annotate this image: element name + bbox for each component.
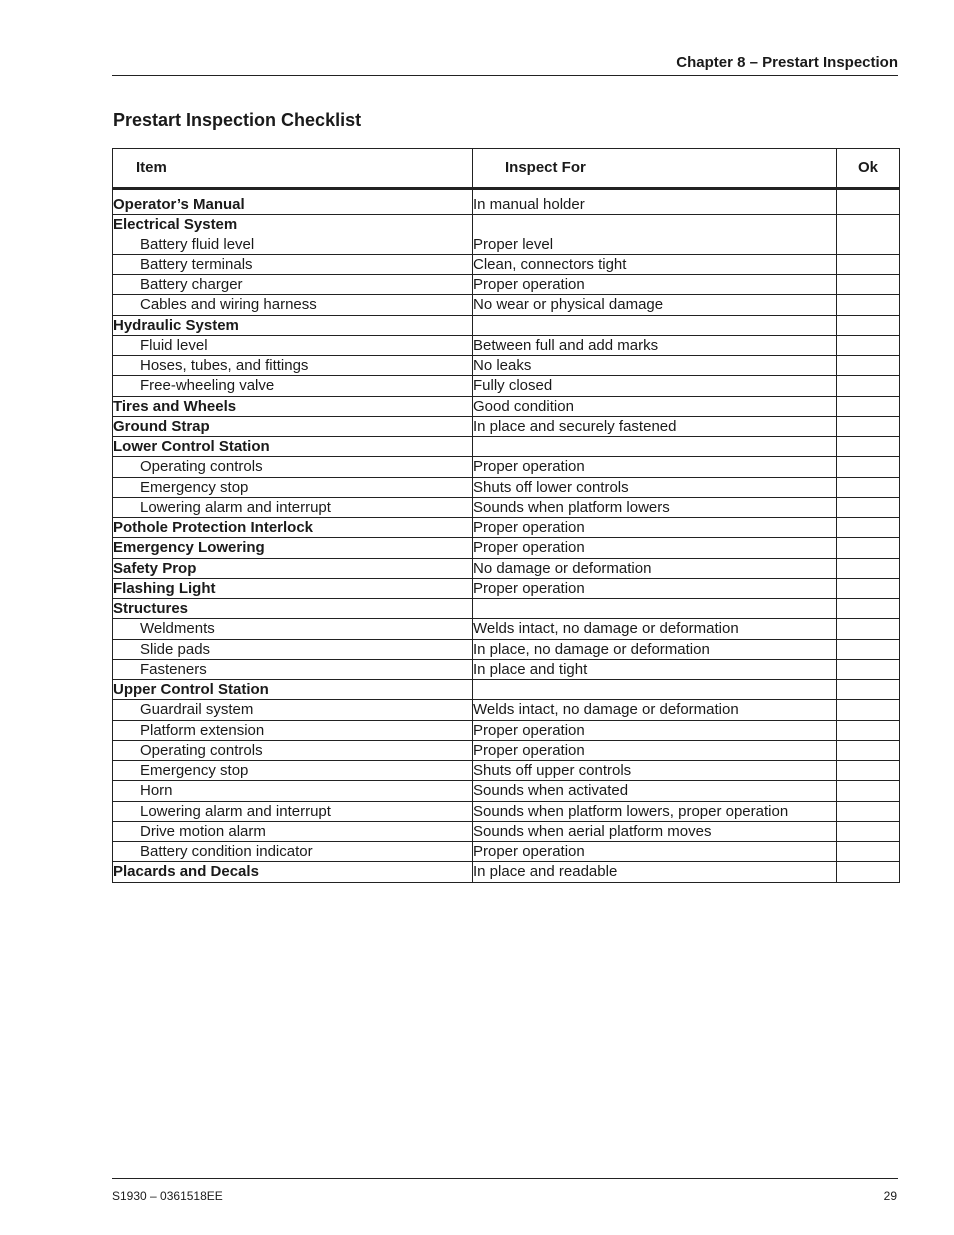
item-cell: Safety Prop [113,558,473,578]
ok-checkbox-cell[interactable] [837,680,900,700]
item-cell: Flashing Light [113,578,473,598]
inspect-cell: Clean, connectors tight [473,254,837,274]
inspect-cell: In place and readable [473,862,837,882]
footer-divider [112,1178,898,1179]
inspect-cell: Proper operation [473,842,837,862]
table-row [113,477,900,497]
ok-checkbox-cell[interactable] [837,700,900,720]
ok-checkbox-cell[interactable] [837,578,900,598]
item-cell: Lower Control Station [113,437,473,457]
ok-checkbox-cell[interactable] [837,740,900,760]
table-row [113,376,900,396]
item-cell: Hydraulic System [113,315,473,335]
item-cell: Emergency Lowering [113,538,473,558]
inspect-cell: Sounds when platform lowers [473,497,837,517]
table-row [113,295,900,315]
item-cell: Operating controls [113,457,473,477]
table-row [113,437,900,457]
header-divider [112,75,898,76]
inspect-cell: Sounds when platform lowers, proper operation [473,801,837,821]
inspect-cell: No leaks [473,356,837,376]
table-row [113,518,900,538]
table-row [113,862,900,882]
table-row [113,416,900,436]
table-row [113,235,900,255]
item-cell: Electrical System [113,215,473,235]
table-row [113,195,900,215]
inspect-cell: Sounds when activated [473,781,837,801]
ok-checkbox-cell[interactable] [837,437,900,457]
column-header-inspect-for: Inspect For [473,149,837,189]
table-row [113,396,900,416]
item-cell: Pothole Protection Interlock [113,518,473,538]
inspect-cell [473,215,837,235]
table-row [113,700,900,720]
table-row [113,619,900,639]
inspect-cell: Proper operation [473,578,837,598]
inspect-cell: Proper level [473,235,837,255]
ok-checkbox-cell[interactable] [837,720,900,740]
table-row [113,558,900,578]
item-cell: Lowering alarm and interrupt [113,801,473,821]
table-row [113,680,900,700]
ok-checkbox-cell[interactable] [837,538,900,558]
ok-checkbox-cell[interactable] [837,275,900,295]
inspect-cell: Sounds when aerial platform moves [473,821,837,841]
inspect-cell: Proper operation [473,518,837,538]
ok-checkbox-cell[interactable] [837,619,900,639]
ok-checkbox-cell[interactable] [837,315,900,335]
table-row [113,639,900,659]
item-cell: Battery terminals [113,254,473,274]
table-row [113,275,900,295]
inspect-cell: Proper operation [473,275,837,295]
item-cell: Cables and wiring harness [113,295,473,315]
inspect-cell: In manual holder [473,195,837,215]
inspect-cell: In place, no damage or deformation [473,639,837,659]
ok-checkbox-cell[interactable] [837,842,900,862]
item-cell: Fluid level [113,335,473,355]
inspect-cell: Good condition [473,396,837,416]
item-cell: Battery fluid level [113,235,473,255]
ok-checkbox-cell[interactable] [837,599,900,619]
table-row [113,315,900,335]
item-cell: Platform extension [113,720,473,740]
inspect-cell [473,680,837,700]
inspect-cell: Welds intact, no damage or deformation [473,619,837,639]
ok-checkbox-cell[interactable] [837,235,900,255]
item-cell: Structures [113,599,473,619]
item-cell: Battery charger [113,275,473,295]
table-row [113,740,900,760]
ok-checkbox-cell[interactable] [837,376,900,396]
inspect-cell: Proper operation [473,740,837,760]
item-cell: Free-wheeling valve [113,376,473,396]
ok-checkbox-cell[interactable] [837,477,900,497]
ok-checkbox-cell[interactable] [837,356,900,376]
inspect-cell: Shuts off upper controls [473,761,837,781]
table-row [113,356,900,376]
inspect-cell: In place and securely fastened [473,416,837,436]
ok-checkbox-cell[interactable] [837,457,900,477]
inspect-cell: Proper operation [473,538,837,558]
item-cell: Horn [113,781,473,801]
ok-checkbox-cell[interactable] [837,781,900,801]
table-row [113,335,900,355]
document-number: S1930 – 0361518EE [112,1189,223,1203]
table-row [113,720,900,740]
ok-checkbox-cell[interactable] [837,761,900,781]
ok-checkbox-cell[interactable] [837,195,900,215]
page-title: Prestart Inspection Checklist [113,110,362,130]
ok-checkbox-cell[interactable] [837,518,900,538]
inspect-cell: Between full and add marks [473,335,837,355]
ok-checkbox-cell[interactable] [837,558,900,578]
table-row [113,781,900,801]
ok-checkbox-cell[interactable] [837,659,900,679]
table-row [113,801,900,821]
item-cell: Hoses, tubes, and fittings [113,356,473,376]
table-row [113,457,900,477]
page-number: 29 [883,1189,897,1203]
item-cell: Drive motion alarm [113,821,473,841]
ok-checkbox-cell[interactable] [837,639,900,659]
inspect-cell: In place and tight [473,659,837,679]
item-cell: Fasteners [113,659,473,679]
item-cell: Slide pads [113,639,473,659]
inspection-checklist-table [112,148,900,883]
item-cell: Upper Control Station [113,680,473,700]
item-cell: Tires and Wheels [113,396,473,416]
column-header-ok: Ok [837,149,900,189]
ok-checkbox-cell[interactable] [837,821,900,841]
item-cell: Lowering alarm and interrupt [113,497,473,517]
item-cell: Operating controls [113,740,473,760]
item-cell: Ground Strap [113,416,473,436]
inspect-cell [473,315,837,335]
ok-checkbox-cell[interactable] [837,295,900,315]
ok-checkbox-cell[interactable] [837,396,900,416]
inspect-cell: No wear or physical damage [473,295,837,315]
ok-checkbox-cell[interactable] [837,497,900,517]
item-cell: Weldments [113,619,473,639]
item-cell: Emergency stop [113,477,473,497]
ok-checkbox-cell[interactable] [837,801,900,821]
inspect-cell: Shuts off lower controls [473,477,837,497]
table-row [113,578,900,598]
table-row [113,842,900,862]
item-cell: Battery condition indicator [113,842,473,862]
inspect-cell: Proper operation [473,720,837,740]
table-row [113,538,900,558]
inspect-cell: Fully closed [473,376,837,396]
chapter-header: Chapter 8 – Prestart Inspection [676,54,898,71]
table-row [113,659,900,679]
table-row [113,215,900,235]
table-row [113,254,900,274]
inspect-cell [473,437,837,457]
item-cell: Operator’s Manual [113,195,473,215]
table-row [113,497,900,517]
inspect-cell: Welds intact, no damage or deformation [473,700,837,720]
item-cell: Emergency stop [113,761,473,781]
ok-checkbox-cell[interactable] [837,335,900,355]
item-cell: Guardrail system [113,700,473,720]
ok-checkbox-cell[interactable] [837,215,900,235]
inspect-cell: No damage or deformation [473,558,837,578]
table-row [113,599,900,619]
inspect-cell [473,599,837,619]
table-header-row [113,149,900,189]
column-header-item: Item [113,149,473,189]
inspect-cell: Proper operation [473,457,837,477]
table-row [113,821,900,841]
ok-checkbox-cell[interactable] [837,416,900,436]
ok-checkbox-cell[interactable] [837,254,900,274]
table-row [113,761,900,781]
item-cell: Placards and Decals [113,862,473,882]
ok-checkbox-cell[interactable] [837,862,900,882]
